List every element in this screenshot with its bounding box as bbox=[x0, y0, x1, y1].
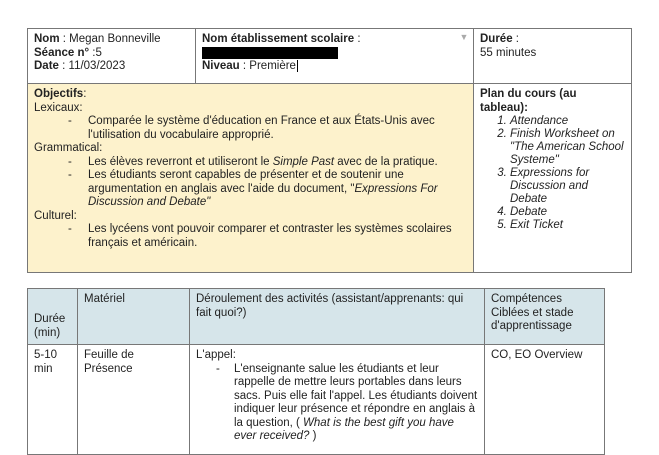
plan-item: 1. Attendance bbox=[510, 115, 625, 128]
date-label: Date bbox=[34, 60, 59, 72]
lexicaux-label: Lexicaux: bbox=[34, 101, 83, 114]
dash-bullet: - bbox=[216, 362, 220, 375]
col-header-materiel: Matériel bbox=[78, 289, 190, 345]
objectifs-title-colon: : bbox=[83, 88, 87, 100]
appel-item: - L'enseignante salue les étudiants et leur rappelle de mettre leurs portables dans leurs sacs. Puis elle fait l'appel. Les étudiants doivent indiquer leur présence et répondre en anglais à la question, ( What is the best gift you have ever received? ) bbox=[216, 362, 478, 442]
plan-item: 3. Expressions for Discussion and Debate bbox=[510, 167, 625, 206]
plan-item: 2. Finish Worksheet on "The American School Systeme" bbox=[510, 128, 625, 167]
objectifs-title: Objectifs bbox=[34, 88, 84, 100]
duree-value: 55 minutes bbox=[480, 46, 537, 59]
duree-label: Durée bbox=[480, 33, 513, 45]
plan-item: 5. Exit Ticket bbox=[510, 219, 625, 232]
cell-menu-icon[interactable]: ▼ bbox=[459, 32, 469, 42]
col-header-duree: Durée (min) bbox=[28, 289, 78, 345]
plan-title-colon: : bbox=[524, 101, 528, 114]
dash-bullet: - bbox=[68, 155, 72, 168]
seance-label: Séance n° bbox=[34, 46, 90, 59]
grammatical-item-1: - Les élèves reverront et utiliseront le Simple Past avec de la pratique. bbox=[68, 155, 438, 168]
row1-competences: CO, EO Overview bbox=[485, 345, 605, 455]
redacted-school-name bbox=[202, 47, 338, 59]
grammatical-label: Grammatical: bbox=[34, 142, 103, 154]
plan-title: Plan du cours (au tableau) bbox=[480, 88, 577, 114]
niveau-label: Niveau bbox=[202, 60, 240, 73]
etab-sep: : bbox=[354, 33, 361, 45]
culturel-label: Culturel: bbox=[34, 209, 77, 222]
nom-value: : Megan Bonneville bbox=[59, 33, 161, 45]
appel-label: L'appel: bbox=[196, 349, 236, 361]
grammatical-item-2: - Les étudiants seront capables de présenter et de soutenir une argumentation en anglais avec l'aide du document, "Expressions For Discussion and Debate" bbox=[68, 169, 438, 208]
col-header-deroulement: Déroulement des activités (assistant/apprenants: qui fait quoi?) bbox=[190, 289, 485, 345]
plan-item: 4. Debate bbox=[510, 206, 625, 219]
plan-list bbox=[480, 115, 625, 232]
plan-cell bbox=[474, 84, 632, 273]
duration-cell bbox=[474, 29, 632, 84]
dash-bullet: - bbox=[68, 169, 72, 181]
etab-label: Nom établissement scolaire bbox=[202, 33, 355, 45]
date-value: : 11/03/2023 bbox=[58, 60, 126, 72]
teacher-info-cell bbox=[28, 29, 196, 84]
nom-label: Nom bbox=[34, 33, 60, 45]
row1-duree: 5-10 min bbox=[28, 345, 78, 455]
activity-table bbox=[27, 288, 605, 455]
lexicaux-item: - Comparée le système d'éducation en France et aux États-Unis avec l'utilisation du vocabulaire approprié. bbox=[68, 115, 435, 141]
dash-bullet: - bbox=[68, 223, 72, 235]
col-header-competences: Compétences Ciblées et stade d'apprentissage bbox=[485, 289, 605, 345]
row1-materiel: Feuille de Présence bbox=[78, 345, 190, 455]
row1-deroulement bbox=[190, 345, 485, 455]
culturel-item: - Les lycéens vont pouvoir comparer et contraster les systèmes scolaires français et américain. bbox=[68, 223, 452, 249]
dash-bullet: - bbox=[68, 115, 72, 127]
objectifs-cell bbox=[28, 84, 474, 273]
seance-value: :5 bbox=[89, 46, 102, 59]
duree-sep: : bbox=[512, 33, 519, 45]
school-info-cell[interactable] bbox=[196, 29, 474, 84]
lesson-header-table bbox=[27, 28, 632, 273]
niveau-value: : Première bbox=[239, 60, 296, 73]
text-cursor bbox=[297, 60, 298, 72]
